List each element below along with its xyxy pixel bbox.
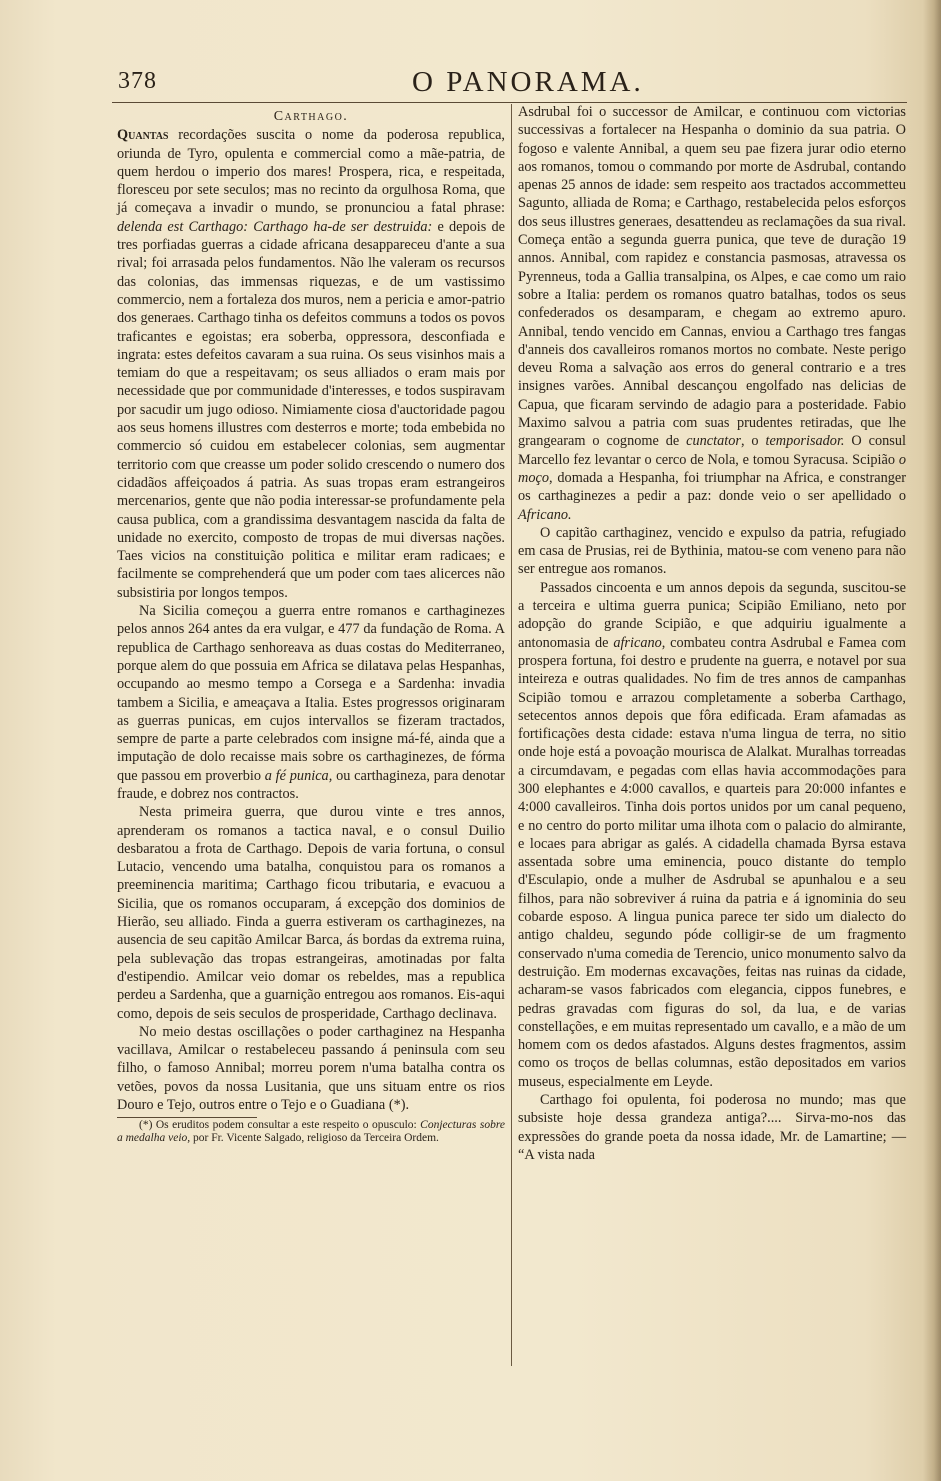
- drop-lead-word: Quantas: [117, 127, 169, 144]
- paragraph: Carthago foi opulenta, foi poderosa no mundo; mas que subsiste hoje dessa grandeza antiga?.... Sirva-mo-nos das expressões do grande poeta da nossa idade, Mr. de Lamartine; — “A vista nada: [518, 1092, 906, 1163]
- paragraph: Quantas recordações suscita o nome da poderosa republica, oriunda de Tyro, opulenta e commercial como a mãe-patria, de quem herdou o imperio dos mares! Prospera, rica, e respeitada, floresceu por sete seculos; mas no recinto da orgulhosa Roma, que já começava a invadir o mundo, se pronunciou a fatal phrase: delenda est Carthago: Carthago ha-de ser destruida: e depois de tres porfiadas guerras a cidade africana desappareceu d'ante a sua rival; foi arrasada pelos fundamentos. Não lhe valeram os recursos das colonias, das immensas riquezas, e de um vastissimo commercio, nem a fortaleza dos muros, nem a pericia e amor-patrio dos generaes. Carthago tinha os defeitos communs a todos os povos traficantes e egoistas; era soberba, oppressora, desconfiada e ingrata: estes defeitos cavaram a sua ruina. Os seus visinhos mais a temiam do que a respeitavam; os seus alliados o eram mais por necessidade que por communidade d'interesses, e todos suspiravam por sacudir um jugo odioso. Nimiamente ciosa d'auctoridade pagou aos seus homens illustres com desterros e morte; toda embebida no commercio só cuidou em estabelecer colonias, sem augmentar territorio com que creasse um poder solido crescendo o numero dos cidadãos affeiçoados á patria. As suas tropas eram estrangeiros mercenarios, gente que não podia interessar-se profundamente pela causa publica, com a grandissima desvantagem nascida da falta de unidade no exercito, composto de tropas de mui diversas nações. Taes vicios na constituição politica e militar eram radicaes; e facilmente se comprehenderá que um poder com taes alicerces não subsistiria por longos tempos.: [117, 127, 505, 601]
- footnote: (*) Os eruditos podem consultar a este respeito o opusculo: Conjecturas sobre a medalha veio, por Fr. Vicente Salgado, religioso da Terceira Ordem.: [117, 1119, 505, 1145]
- paragraph: Nesta primeira guerra, que durou vinte e tres annos, aprenderam os romanos a tactica naval, e o consul Duilio desbaratou a frota de Carthago. Depois de varia fortuna, o consul Lutacio, vencendo uma batalha, conquistou para os romanos a preeminencia maritima; Carthago ficou tributaria, e evacuou a Sicilia, que os romanos occuparam, á excepção dos dominios de Hierão, seu alliado. Finda a guerra estiveram os carthaginezes, na ausencia de seu capitão Amilcar Barca, ás bordas da extrema ruina, pela sublevação das tropas estrangeiras, amotinadas por falta d'estipendio. Amilcar veio domar os rebeldes, mas a republica perdeu a Sardenha, que a guarnição entregou aos romanos. Eis-aqui como, depois de seis seculos de prosperidade, Carthago declinava.: [117, 804, 505, 1022]
- left-column: [117, 108, 505, 1145]
- article-title: Carthago.: [273, 109, 349, 124]
- paragraph: O capitão carthaginez, vencido e expulso da patria, refugiado em casa de Prusias, rei de Bythinia, matou-se com veneno para não ser entregue aos romanos.: [518, 524, 906, 578]
- page-edge-shadow: [923, 0, 941, 1481]
- page-header: [112, 66, 912, 100]
- running-title: O PANORAMA.: [412, 66, 644, 98]
- paragraph: No meio destas oscillações o poder carthaginez na Hespanha vacillava, Amilcar o restabeleceu passando á peninsula com seu filho, o famoso Annibal; morreu porem n'uma batalha contra os vetões, povos da nossa Lusitania, que uns situam entre os rios Douro e Tejo, outros entre o Tejo e o Guadiana (*).: [117, 1023, 505, 1114]
- right-column: [518, 103, 906, 1164]
- paragraph: Asdrubal foi o successor de Amilcar, e continuou com victorias successivas a fortalecer na Hespanha o dominio da sua patria. O fogoso e valente Annibal, a quem seu pae fizera jurar odio eterno aos romanos, tomou o commando por morte de Asdrubal, contando apenas 25 annos de idade: sem respeito aos tractados accommetteu Sagunto, alliada de Roma; e Carthago, restabelecida pelos esforços dos seus illustres generaes, desattendeu as reclamações da sua rival. Começa então a segunda guerra punica, que teve de duração 19 annos. Annibal, com rapidez e constancia pasmosas, atravessa os Pyrenneus, toda a Gallia transalpina, os Alpes, e cae como um raio sobre a Italia: perdem os romanos quatro batalhas, todos os seus confederados os desamparam, e chegam ao extremo apuro. Annibal, tendo vencido em Cannas, enviou a Carthago tres fangas d'anneis dos cavalleiros romanos mortos no combate. Neste perigo deveu Roma a salvação aos erros do general contrario e a tres insignes varões. Annibal descançou engolfado nas delicias de Capua, que ficaram servindo de adagio para a posteridade. Fabio Maximo salvou a patria com suas prudentes retiradas, que lhe grangearam o cognome de cunctator, o temporisador. O consul Marcello fez levantar o cerco de Nola, e tomou Syracusa. Scipião o moço, domada a Hespanha, foi triumphar na Africa, e constranger os carthaginezes a pedir a paz: donde veio o ser apellidado o Africano.: [518, 104, 906, 523]
- footnote-rule: [117, 1117, 257, 1118]
- paragraph: Passados cincoenta e um annos depois da segunda, suscitou-se a terceira e ultima guerra punica; Scipião Emiliano, neto por adopção do grande Scipião, e que adquiriu igualmente a antonomasia de africano, combateu contra Asdrubal e Famea com prospera fortuna, foi destro e prudente na guerra, e notavel por sua inteireza e outras qualidades. No fim de tres annos de campanhas Scipião tomou e arrazou completamente a soberba Carthago, setecentos annos depois que fôra edificada. Eram afamadas as fortificações desta cidade: estava n'uma lingua de terra, no sitio onde hoje está a povoação mourisca de Alalkat. Muralhas torreadas a circumdavam, e pegadas com ellas havia accommodações para 300 elephantes e 4:000 cavallos, e quarteis para 20:000 infantes e 4:000 cavalleiros. Tinha dois portos unidos por um canal pequeno, e no centro do porto militar uma ilhota com o palacio do almirante, e locaes para abrigar as galés. A cidadella chamada Byrsa estava assentada sobre uma eminencia, pouco distante do templo d'Esculapio, onde a mulher de Asdrubal se apunhalou e a seu filhos, para não sobreviver á ruina da patria e á ignominia do seu cobarde esposo. A lingua punica parece ter sido um dialecto do antigo chaldeu, segundo póde colligir-se de um fragmento conservado n'uma comedia de Terencio, unico monumento salvo da destruição. Em modernas excavações, feitas nas ruinas da cidade, acharam-se vasos fabricados com elegancia, cippos funebres, e pedras gravadas com figuras do sol, da lua, e de varias constellações, e em muitas representado um cavallo, e a mão de um homem com os dedos afastados. Alguns destes fragmentos, assim como os troços de bellas columnas, estão depositados em varios museus, especialmente em Leyde.: [518, 579, 906, 1090]
- page-number: 378: [118, 68, 157, 94]
- paragraph: Na Sicilia começou a guerra entre romanos e carthaginezes pelos annos 264 antes da era vulgar, e 477 da fundação de Roma. A republica de Carthago senhoreava as duas costas do Mediterraneo, porque alem do que possuia em Africa se dilatava pelas Hespanhas, occupando ao mesmo tempo a Corsega e a Sardenha: invadia tambem a Sicilia, e ameaçava a Italia. Estes progressos originaram as guerras punicas, em cujos intervallos se fizeram tractados, sempre de parte a parte celebrados com insigne má-fé, ainda que a imputação de dolo recaisse mais sobre os carthaginezes, de fórma que passou em proverbio a fé punica, ou carthagineza, para denotar fraude, e dobrez nos contractos.: [117, 603, 505, 802]
- column-divider: [511, 104, 512, 1366]
